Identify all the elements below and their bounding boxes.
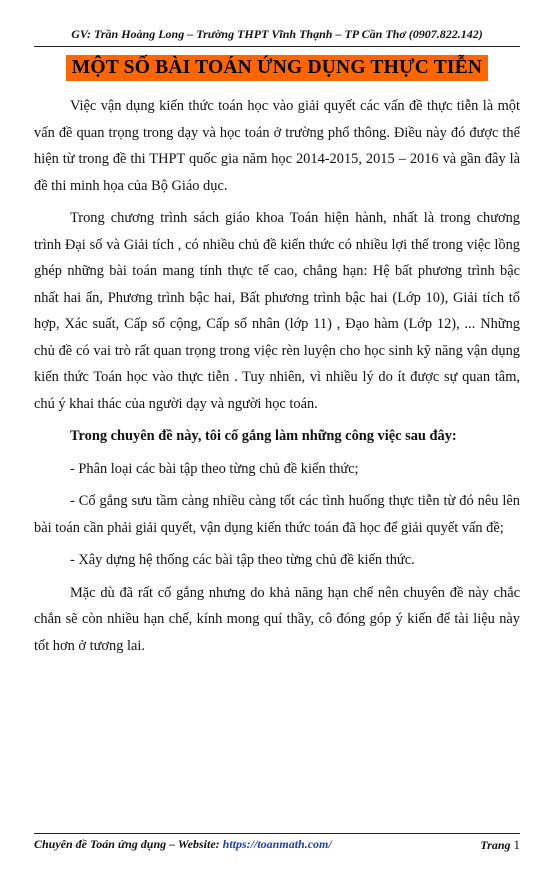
document-title: MỘT SỐ BÀI TOÁN ỨNG DỤNG THỰC TIỄN bbox=[66, 55, 488, 81]
bullet-item-classify: - Phân loại các bài tập theo từng chủ đề kiến thức; bbox=[70, 460, 359, 477]
bullet-item-collect: - Cố gắng sưu tầm càng nhiều càng tốt các tình huống thực tiễn từ đó nêu lên bài toán cần phải giải quyết, vận dụng kiến thức toán đã học để giải quyết vấn đề; bbox=[34, 493, 520, 536]
footer-left bbox=[34, 837, 332, 852]
title-container bbox=[0, 55, 554, 81]
page-label: Trang bbox=[480, 838, 514, 852]
footer-label: Chuyên đề Toán ứng dụng – Website: bbox=[34, 837, 223, 851]
paragraph-closing: Mặc dù đã rất cố gắng nhưng do khả năng hạn chế nên chuyên đề này chắc chắn sẽ còn nhiều hạn chế, kính mong quí thầy, cô đóng góp ý kiến để tài liệu này tốt hơn ở tương lai. bbox=[34, 584, 520, 654]
page-header bbox=[34, 27, 520, 47]
page-footer bbox=[34, 833, 520, 853]
paragraph-lead: Trong chuyên đề này, tôi cố gắng làm những công việc sau đây: bbox=[70, 428, 457, 444]
paragraph-intro: Việc vận dụng kiến thức toán học vào giải quyết các vấn đề thực tiễn là một vấn đề quan trọng trong dạy và học toán ở trường phổ thông. Điều này đó được thể hiện từ trong đề thi THPT quốc gia năm học 2014-2015, 2015 – 2016 và gần đây là đề thi minh họa của Bộ Giáo dục. bbox=[34, 98, 520, 194]
header-text: GV: Trần Hoàng Long – Trường THPT Vĩnh Thạnh – TP Cần Thơ (0907.822.142) bbox=[71, 27, 483, 41]
bullet-item-build: - Xây dựng hệ thống các bài tập theo từng chủ đề kiến thức. bbox=[70, 552, 415, 568]
page-indicator bbox=[480, 837, 520, 853]
page-number: 1 bbox=[513, 837, 520, 852]
website-link[interactable]: https://toanmath.com/ bbox=[222, 837, 332, 851]
paragraph-curriculum: Trong chương trình sách giáo khoa Toán hiện hành, nhất là trong chương trình Đại số và Giải tích , có nhiều chủ đề kiến thức có nhiều lợi thế trong việc lồng ghép những bài toán mang tính thực tế cao, chẳng hạn: Hệ bất phương trình bậc nhất hai ẩn, Phương trình bậc hai, Bất phương trình bậc hai (Lớp 10), Giải tích tổ hợp, Xác suất, Cấp số cộng, Cấp số nhân (lớp 11) , Đạo hàm (Lớp 12), ... Những chủ đề có vai trò rất quan trọng trong việc rèn luyện cho học sinh kỹ năng vận dụng kiến thức Toán học vào thực tiễn . Tuy nhiên, vì nhiều lý do ít được sự quan tâm, chú ý khai thác của người dạy và người học toán. bbox=[34, 210, 520, 412]
document-body bbox=[34, 93, 520, 665]
